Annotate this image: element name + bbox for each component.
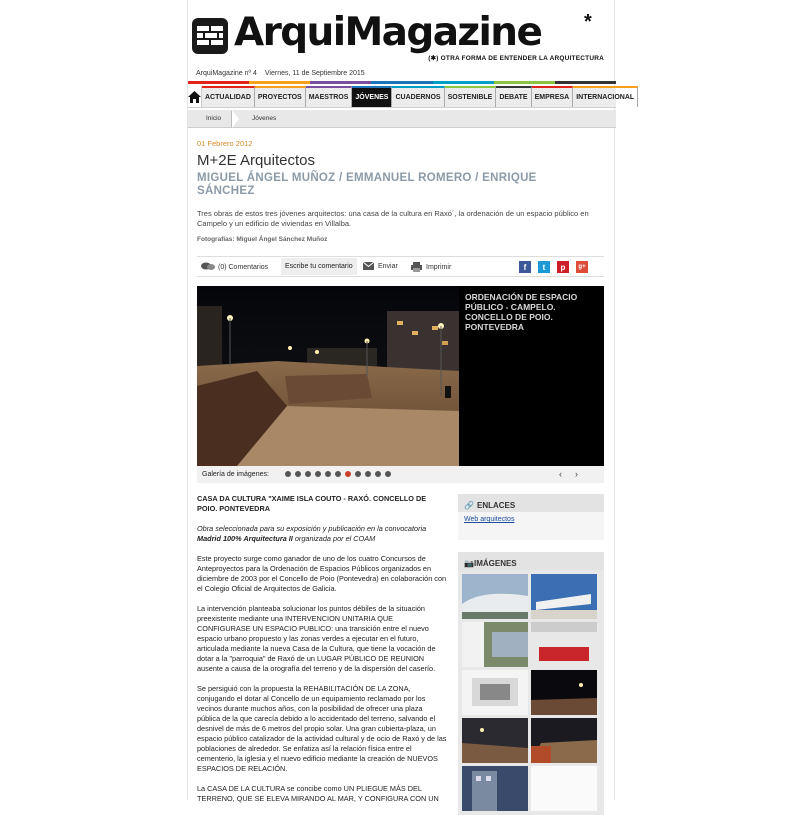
main-nav — [188, 86, 635, 108]
thumbnail[interactable] — [531, 670, 597, 715]
thumbnail[interactable] — [462, 670, 528, 715]
links-title: ENLACES — [477, 500, 516, 510]
photo-credit: Fotografías: Miguel Ángel Sánchez Muñoz — [197, 236, 328, 243]
article-lead: Tres obras de estos tres jóvenes arquitectos: una casa de la cultura en Raxó´, la ordenación de un espacio público en Campelo y un edificio de viviendas en Villalba. — [197, 209, 589, 228]
gallery-dots — [285, 471, 395, 477]
images-header — [458, 552, 604, 570]
brick-logo-icon[interactable] — [192, 18, 228, 54]
site-logo[interactable]: ArquiMagazine — [234, 10, 542, 55]
color-strip-segment — [494, 81, 555, 84]
send-label: Enviar — [378, 262, 398, 270]
thumbnail[interactable] — [462, 766, 528, 811]
gallery-dot[interactable] — [335, 471, 341, 477]
gallery-dot[interactable] — [295, 471, 301, 477]
thumbnail[interactable] — [462, 622, 528, 667]
thumbnail[interactable] — [531, 718, 597, 763]
breadcrumb-arrow-icon — [232, 110, 239, 128]
nav-item-jovenes[interactable]: JÓVENES — [352, 86, 392, 107]
nav-item-maestros[interactable]: MAESTROS — [306, 86, 353, 107]
breadcrumb-current: Jóvenes — [252, 115, 277, 122]
google-plus-icon[interactable]: g+ — [576, 261, 588, 273]
thumbnail[interactable] — [531, 622, 597, 667]
note-text: Obra seleccionada para su exposición y publicación en la convocatoria — [197, 524, 427, 533]
paragraph-1: Este proyecto surge como ganador de uno de los cuatro Concursos de Anteproyectos para la Ordenación de Espacios Públicos organizados en diciembre de 2003 por el Concello de Poio (Pontevedra) en colaboración con el Colegio Oficial de Arquitectos de Galicia. — [197, 554, 447, 593]
gallery-caption: ORDENACIÓN DE ESPACIO PÚBLICO - CAMPELO. CONCELLO DE POIO. PONTEVEDRA — [465, 292, 578, 332]
print-link[interactable] — [411, 262, 451, 272]
color-strip-segment — [371, 81, 432, 84]
gallery-dot[interactable] — [305, 471, 311, 477]
paragraph-4: La CASA DE LA CULTURA se concibe como UN PLIEGUE MÁS DEL TERRENO, QUE SE ELEVA MIRANDO AL MAR, Y CONFIGURA CON UN — [197, 784, 439, 803]
nav-item-empresa[interactable]: EMPRESA — [532, 86, 574, 107]
links-box — [458, 512, 604, 540]
gallery-label: Galería de imágenes: — [202, 471, 269, 478]
issue-info — [196, 70, 371, 77]
pinterest-icon[interactable]: p — [557, 261, 569, 273]
nav-item-actualidad[interactable]: ACTUALIDAD — [202, 86, 255, 107]
article-toolbar — [197, 256, 604, 277]
note-bold: Madrid 100% Arquitectura II — [197, 534, 293, 543]
comments-link[interactable] — [201, 262, 268, 272]
write-comment-label: Escribe tu comentario — [285, 263, 353, 270]
section-heading: CASA DA CULTURA "XAIME ISLA COUTO - RAXÓ. CONCELLO DE POIO. PONTEVEDRA — [197, 494, 427, 513]
color-strip-segment — [249, 81, 310, 84]
home-icon — [188, 91, 201, 103]
print-label: Imprimir — [426, 263, 452, 271]
home-button[interactable] — [188, 86, 202, 107]
chevron-left-icon[interactable]: ‹ — [559, 469, 562, 479]
write-comment-button[interactable] — [281, 258, 357, 275]
paragraph-3: Se persiguió con la propuesta la REHABILITACIÓN DE LA ZONA, conjugando el dotar al Concello de un equipamiento reclamado por los vecinos durante muchos años, con la posibilidad de ofrecer una plaza pública de la que carecía debido a lo accidentado del terreno, salvando el desnivel de más de 6 metros del propio solar. Una gran cubierta-plaza, un espacio público catalizador de la actividad cultural y de ocio de Raxó y de las poblaciones de alrededor. Se enfatiza así la relación física entre el cementerio, la iglesia y el nuevo edificio mediante la creación de NUEVOS ESPACIOS DE RELACIÓN. — [197, 684, 447, 773]
page — [187, 0, 635, 803]
images-title: IMÁGENES — [473, 558, 517, 568]
color-strip — [188, 81, 616, 84]
logo-asterisk: * — [584, 11, 592, 33]
thumbnail-grid — [458, 570, 604, 815]
nav-item-sostenible[interactable]: SOSTENIBLE — [445, 86, 497, 107]
sidebar — [458, 494, 604, 815]
image-gallery[interactable] — [197, 286, 604, 466]
nav-item-internacional[interactable]: INTERNACIONAL — [573, 86, 638, 107]
thumbnail[interactable] — [531, 766, 597, 811]
gallery-dot[interactable] — [345, 471, 351, 477]
article-authors: MIGUEL ÁNGEL MUÑOZ / EMMANUEL ROMERO / ENRIQUE SÁNCHEZ — [197, 172, 537, 197]
color-strip-segment — [555, 81, 616, 84]
color-strip-segment — [433, 81, 494, 84]
send-link[interactable] — [363, 262, 398, 270]
color-strip-segment — [188, 81, 249, 84]
gallery-photo — [197, 286, 459, 466]
gallery-dot[interactable] — [285, 471, 291, 477]
printer-icon — [411, 262, 422, 272]
thumbnail[interactable] — [462, 718, 528, 763]
gallery-dot[interactable] — [365, 471, 371, 477]
camera-icon: 📷 — [464, 558, 474, 568]
article-date: 01 Febrero 2012 — [197, 139, 253, 148]
thumbnail[interactable] — [462, 574, 528, 619]
nav-item-cuadernos[interactable]: CUADERNOS — [392, 86, 444, 107]
note-text-end: organizada por el COAM — [292, 534, 376, 543]
tagline: (✱) OTRA FORMA DE ENTENDER LA ARQUITECTURA — [428, 55, 604, 62]
facebook-icon[interactable]: f — [519, 261, 531, 273]
links-header — [458, 494, 604, 512]
nav-item-debate[interactable]: DEBATE — [496, 86, 531, 107]
thumbnail[interactable] — [531, 574, 597, 619]
comments-icon — [201, 262, 215, 272]
envelope-icon — [363, 262, 374, 270]
issue-number: ArquiMagazine nº 4 — [196, 70, 257, 77]
article-body — [197, 494, 447, 814]
gallery-dot[interactable] — [315, 471, 321, 477]
twitter-icon[interactable]: t — [538, 261, 550, 273]
comments-label: (0) Comentarios — [218, 263, 269, 271]
link-chain-icon: 🔗 — [464, 500, 474, 510]
nav-item-proyectos[interactable]: PROYECTOS — [255, 86, 306, 107]
gallery-controls — [197, 466, 604, 483]
breadcrumb — [188, 110, 616, 128]
color-strip-segment — [310, 81, 371, 84]
selection-note — [197, 524, 447, 544]
paragraph-2: La intervención planteaba solucionar los puntos débiles de la situación preexistente mediante una INTERVENCION UNITARIA QUE CONFIGURASE UN ESPACIO PUBLICO: una transición entre el nuevo espacio urbano propuesto y las zonas verdes a ejecutar en el futuro, articulada mediante la nueva Casa de la Cultura, que tiene la vocación de dotar a la "parroquia" de Raxó de un LUGAR PÚBLICO DE REUNION ausente a causa de la orografía del terreno y de la dispersión del caserío. — [197, 604, 436, 673]
architects-web-link[interactable]: Web arquitectos — [464, 516, 515, 523]
chevron-right-icon[interactable]: › — [575, 469, 578, 479]
breadcrumb-home[interactable]: Inicio — [206, 115, 222, 122]
article-title: M+2E Arquitectos — [197, 152, 315, 169]
gallery-dot[interactable] — [355, 471, 361, 477]
gallery-dot[interactable] — [375, 471, 381, 477]
issue-date: Viernes, 11 de Septiembre 2015 — [264, 70, 365, 77]
gallery-dot[interactable] — [385, 471, 391, 477]
gallery-dot[interactable] — [325, 471, 331, 477]
